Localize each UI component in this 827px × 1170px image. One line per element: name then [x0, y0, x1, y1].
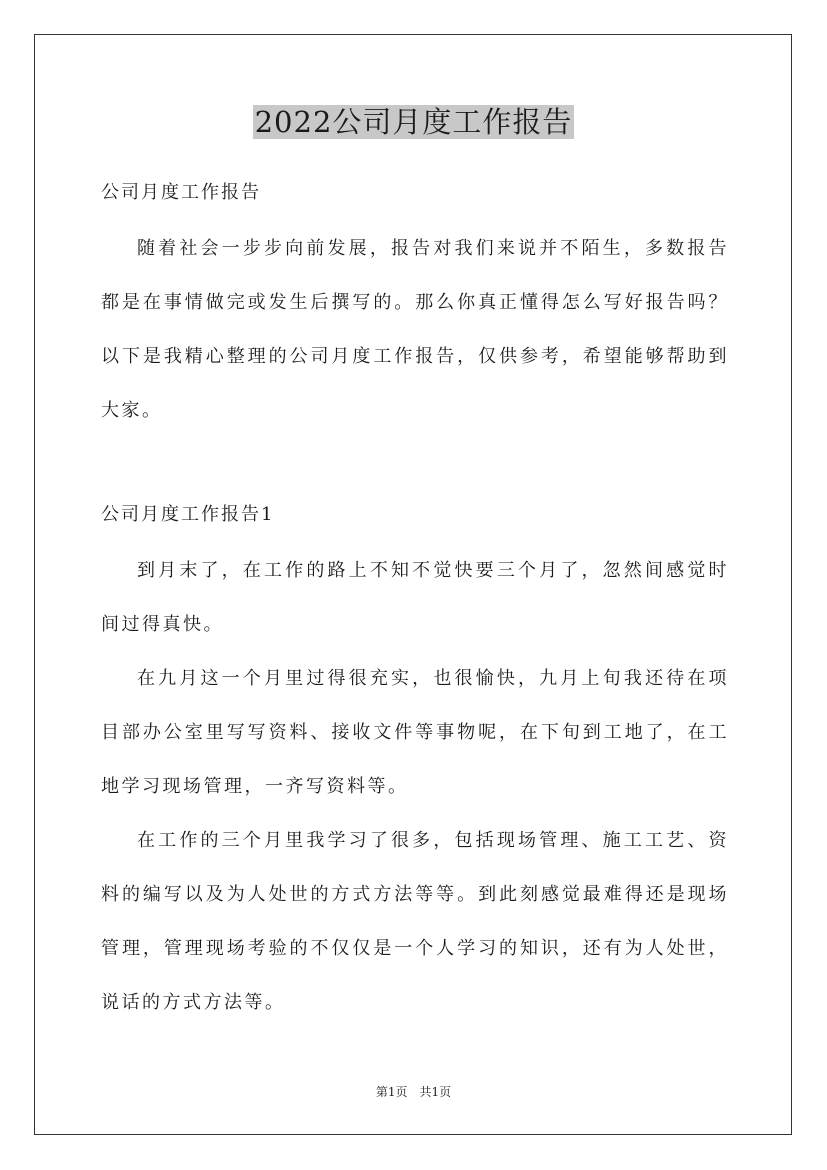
section1-paragraph-2: 在九月这一个月里过得很充实，也很愉快，九月上旬我还待在项目部办公室里写写资料、接收文件等事物呢，在下旬到工地了，在工地学习现场管理，一齐写资料等。 — [101, 668, 729, 797]
document-title-text: 2022公司月度工作报告 — [254, 105, 573, 139]
page-total: 共1页 — [419, 1085, 452, 1099]
document-body — [101, 170, 729, 1030]
section1-paragraph-3: 在工作的三个月里我学习了很多，包括现场管理、施工工艺、资料的编写以及为人处世的方式方法等等。到此刻感觉最难得还是现场管理，管理现场考验的不仅仅是一个人学习的知识，还有为人处世，说话的方式方法等。 — [101, 830, 729, 1013]
intro-heading: 公司月度工作报告 — [101, 182, 261, 203]
section1-paragraph-1: 到月末了，在工作的路上不知不觉快要三个月了，忽然间感觉时间过得真快。 — [101, 560, 729, 635]
intro-paragraph: 随着社会一步步向前发展，报告对我们来说并不陌生，多数报告都是在事情做完或发生后撰写的。那么你真正懂得怎么写好报告吗？以下是我精心整理的公司月度工作报告，仅供参考，希望能够帮助到大家。 — [101, 238, 729, 421]
page-number: 第1页 — [375, 1085, 408, 1099]
document-title — [0, 100, 827, 144]
section1-heading: 公司月度工作报告1 — [101, 504, 275, 525]
paragraph-gap — [101, 438, 729, 492]
page-footer — [0, 1083, 827, 1101]
